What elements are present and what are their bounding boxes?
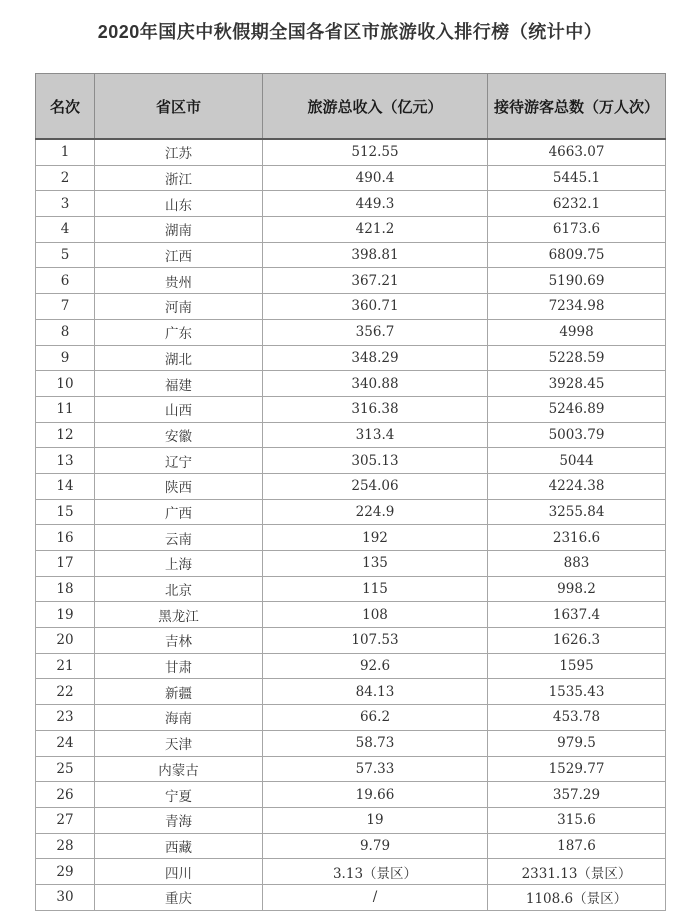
table-row [36,653,666,679]
column-header-0: 名次 [36,74,95,140]
cell-revenue: 490.4 [263,165,488,191]
cell-revenue: 107.53 [263,628,488,654]
table-row [36,859,666,885]
cell-province: 山西 [95,396,263,422]
cell-visitors: 357.29 [488,782,666,808]
header-row [36,74,666,140]
cell-visitors: 2331.13（景区） [488,859,666,885]
cell-province: 西藏 [95,833,263,859]
cell-province: 上海 [95,551,263,577]
cell-rank: 21 [36,653,95,679]
table-row [36,782,666,808]
table-header [36,74,666,140]
cell-visitors: 7234.98 [488,294,666,320]
cell-visitors: 3928.45 [488,371,666,397]
cell-revenue: 398.81 [263,242,488,268]
table-row [36,679,666,705]
cell-rank: 1 [36,139,95,165]
table-row [36,551,666,577]
table-row [36,345,666,371]
cell-province: 云南 [95,525,263,551]
cell-revenue: 19.66 [263,782,488,808]
cell-province: 重庆 [95,884,263,910]
column-header-2: 旅游总收入（亿元） [263,74,488,140]
cell-revenue: 340.88 [263,371,488,397]
cell-revenue: 224.9 [263,499,488,525]
cell-rank: 13 [36,448,95,474]
cell-visitors: 5190.69 [488,268,666,294]
cell-rank: 17 [36,551,95,577]
cell-visitors: 5246.89 [488,396,666,422]
cell-rank: 8 [36,319,95,345]
cell-province: 天津 [95,730,263,756]
cell-revenue: 84.13 [263,679,488,705]
cell-province: 江西 [95,242,263,268]
cell-revenue: 449.3 [263,191,488,217]
table-body [36,139,666,910]
table-row [36,602,666,628]
table-row [36,165,666,191]
cell-rank: 29 [36,859,95,885]
table-row [36,628,666,654]
cell-rank: 11 [36,396,95,422]
cell-visitors: 4663.07 [488,139,666,165]
cell-province: 黑龙江 [95,602,263,628]
cell-revenue: 135 [263,551,488,577]
cell-rank: 18 [36,576,95,602]
cell-visitors: 998.2 [488,576,666,602]
cell-rank: 15 [36,499,95,525]
cell-province: 四川 [95,859,263,885]
cell-revenue: 360.71 [263,294,488,320]
cell-province: 北京 [95,576,263,602]
table-row [36,730,666,756]
ranking-table [35,73,666,911]
table-row [36,833,666,859]
cell-revenue: 9.79 [263,833,488,859]
cell-rank: 27 [36,807,95,833]
cell-province: 海南 [95,705,263,731]
cell-province: 辽宁 [95,448,263,474]
column-header-3: 接待游客总数（万人次） [488,74,666,140]
cell-visitors: 1626.3 [488,628,666,654]
cell-visitors: 4224.38 [488,473,666,499]
cell-rank: 16 [36,525,95,551]
cell-revenue: 19 [263,807,488,833]
cell-rank: 2 [36,165,95,191]
cell-rank: 10 [36,371,95,397]
cell-revenue: / [263,884,488,910]
table-row [36,396,666,422]
table-row [36,756,666,782]
cell-rank: 5 [36,242,95,268]
cell-rank: 4 [36,217,95,243]
cell-revenue: 316.38 [263,396,488,422]
table-row [36,884,666,910]
cell-revenue: 254.06 [263,473,488,499]
cell-rank: 14 [36,473,95,499]
table-row [36,448,666,474]
cell-visitors: 5044 [488,448,666,474]
cell-province: 广东 [95,319,263,345]
cell-revenue: 512.55 [263,139,488,165]
cell-visitors: 1535.43 [488,679,666,705]
cell-rank: 26 [36,782,95,808]
cell-revenue: 66.2 [263,705,488,731]
cell-revenue: 305.13 [263,448,488,474]
cell-visitors: 3255.84 [488,499,666,525]
cell-revenue: 313.4 [263,422,488,448]
cell-rank: 28 [36,833,95,859]
cell-rank: 25 [36,756,95,782]
cell-visitors: 979.5 [488,730,666,756]
cell-revenue: 348.29 [263,345,488,371]
cell-province: 江苏 [95,139,263,165]
cell-visitors: 1108.6（景区） [488,884,666,910]
cell-visitors: 4998 [488,319,666,345]
cell-province: 内蒙古 [95,756,263,782]
table-row [36,217,666,243]
cell-visitors: 1595 [488,653,666,679]
cell-province: 山东 [95,191,263,217]
cell-rank: 9 [36,345,95,371]
cell-visitors: 5445.1 [488,165,666,191]
table-row [36,319,666,345]
cell-rank: 19 [36,602,95,628]
cell-visitors: 6173.6 [488,217,666,243]
cell-revenue: 192 [263,525,488,551]
cell-province: 广西 [95,499,263,525]
table-row [36,422,666,448]
cell-visitors: 883 [488,551,666,577]
cell-province: 青海 [95,807,263,833]
cell-revenue: 115 [263,576,488,602]
cell-province: 湖北 [95,345,263,371]
cell-visitors: 453.78 [488,705,666,731]
table-row [36,525,666,551]
cell-rank: 3 [36,191,95,217]
table-row [36,371,666,397]
cell-province: 河南 [95,294,263,320]
cell-revenue: 367.21 [263,268,488,294]
cell-revenue: 92.6 [263,653,488,679]
column-header-1: 省区市 [95,74,263,140]
table-row [36,294,666,320]
cell-province: 福建 [95,371,263,397]
page-title: 2020年国庆中秋假期全国各省区市旅游收入排行榜（统计中） [97,22,603,42]
cell-province: 新疆 [95,679,263,705]
cell-province: 浙江 [95,165,263,191]
cell-province: 吉林 [95,628,263,654]
cell-province: 贵州 [95,268,263,294]
table-row [36,807,666,833]
cell-rank: 23 [36,705,95,731]
table-row [36,268,666,294]
cell-visitors: 2316.6 [488,525,666,551]
cell-visitors: 315.6 [488,807,666,833]
cell-province: 宁夏 [95,782,263,808]
table-row [36,242,666,268]
cell-province: 湖南 [95,217,263,243]
table-row [36,191,666,217]
cell-revenue: 356.7 [263,319,488,345]
cell-rank: 24 [36,730,95,756]
cell-revenue: 57.33 [263,756,488,782]
table-row [36,139,666,165]
cell-rank: 7 [36,294,95,320]
cell-revenue: 3.13（景区） [263,859,488,885]
cell-rank: 30 [36,884,95,910]
cell-rank: 20 [36,628,95,654]
cell-visitors: 6809.75 [488,242,666,268]
table-row [36,576,666,602]
cell-visitors: 5228.59 [488,345,666,371]
cell-visitors: 1529.77 [488,756,666,782]
table-row [36,705,666,731]
cell-rank: 12 [36,422,95,448]
cell-revenue: 421.2 [263,217,488,243]
cell-visitors: 187.6 [488,833,666,859]
cell-rank: 6 [36,268,95,294]
cell-province: 安徽 [95,422,263,448]
cell-visitors: 5003.79 [488,422,666,448]
cell-province: 陕西 [95,473,263,499]
cell-province: 甘肃 [95,653,263,679]
cell-visitors: 6232.1 [488,191,666,217]
cell-revenue: 58.73 [263,730,488,756]
cell-visitors: 1637.4 [488,602,666,628]
cell-rank: 22 [36,679,95,705]
table-row [36,499,666,525]
table-row [36,473,666,499]
cell-revenue: 108 [263,602,488,628]
